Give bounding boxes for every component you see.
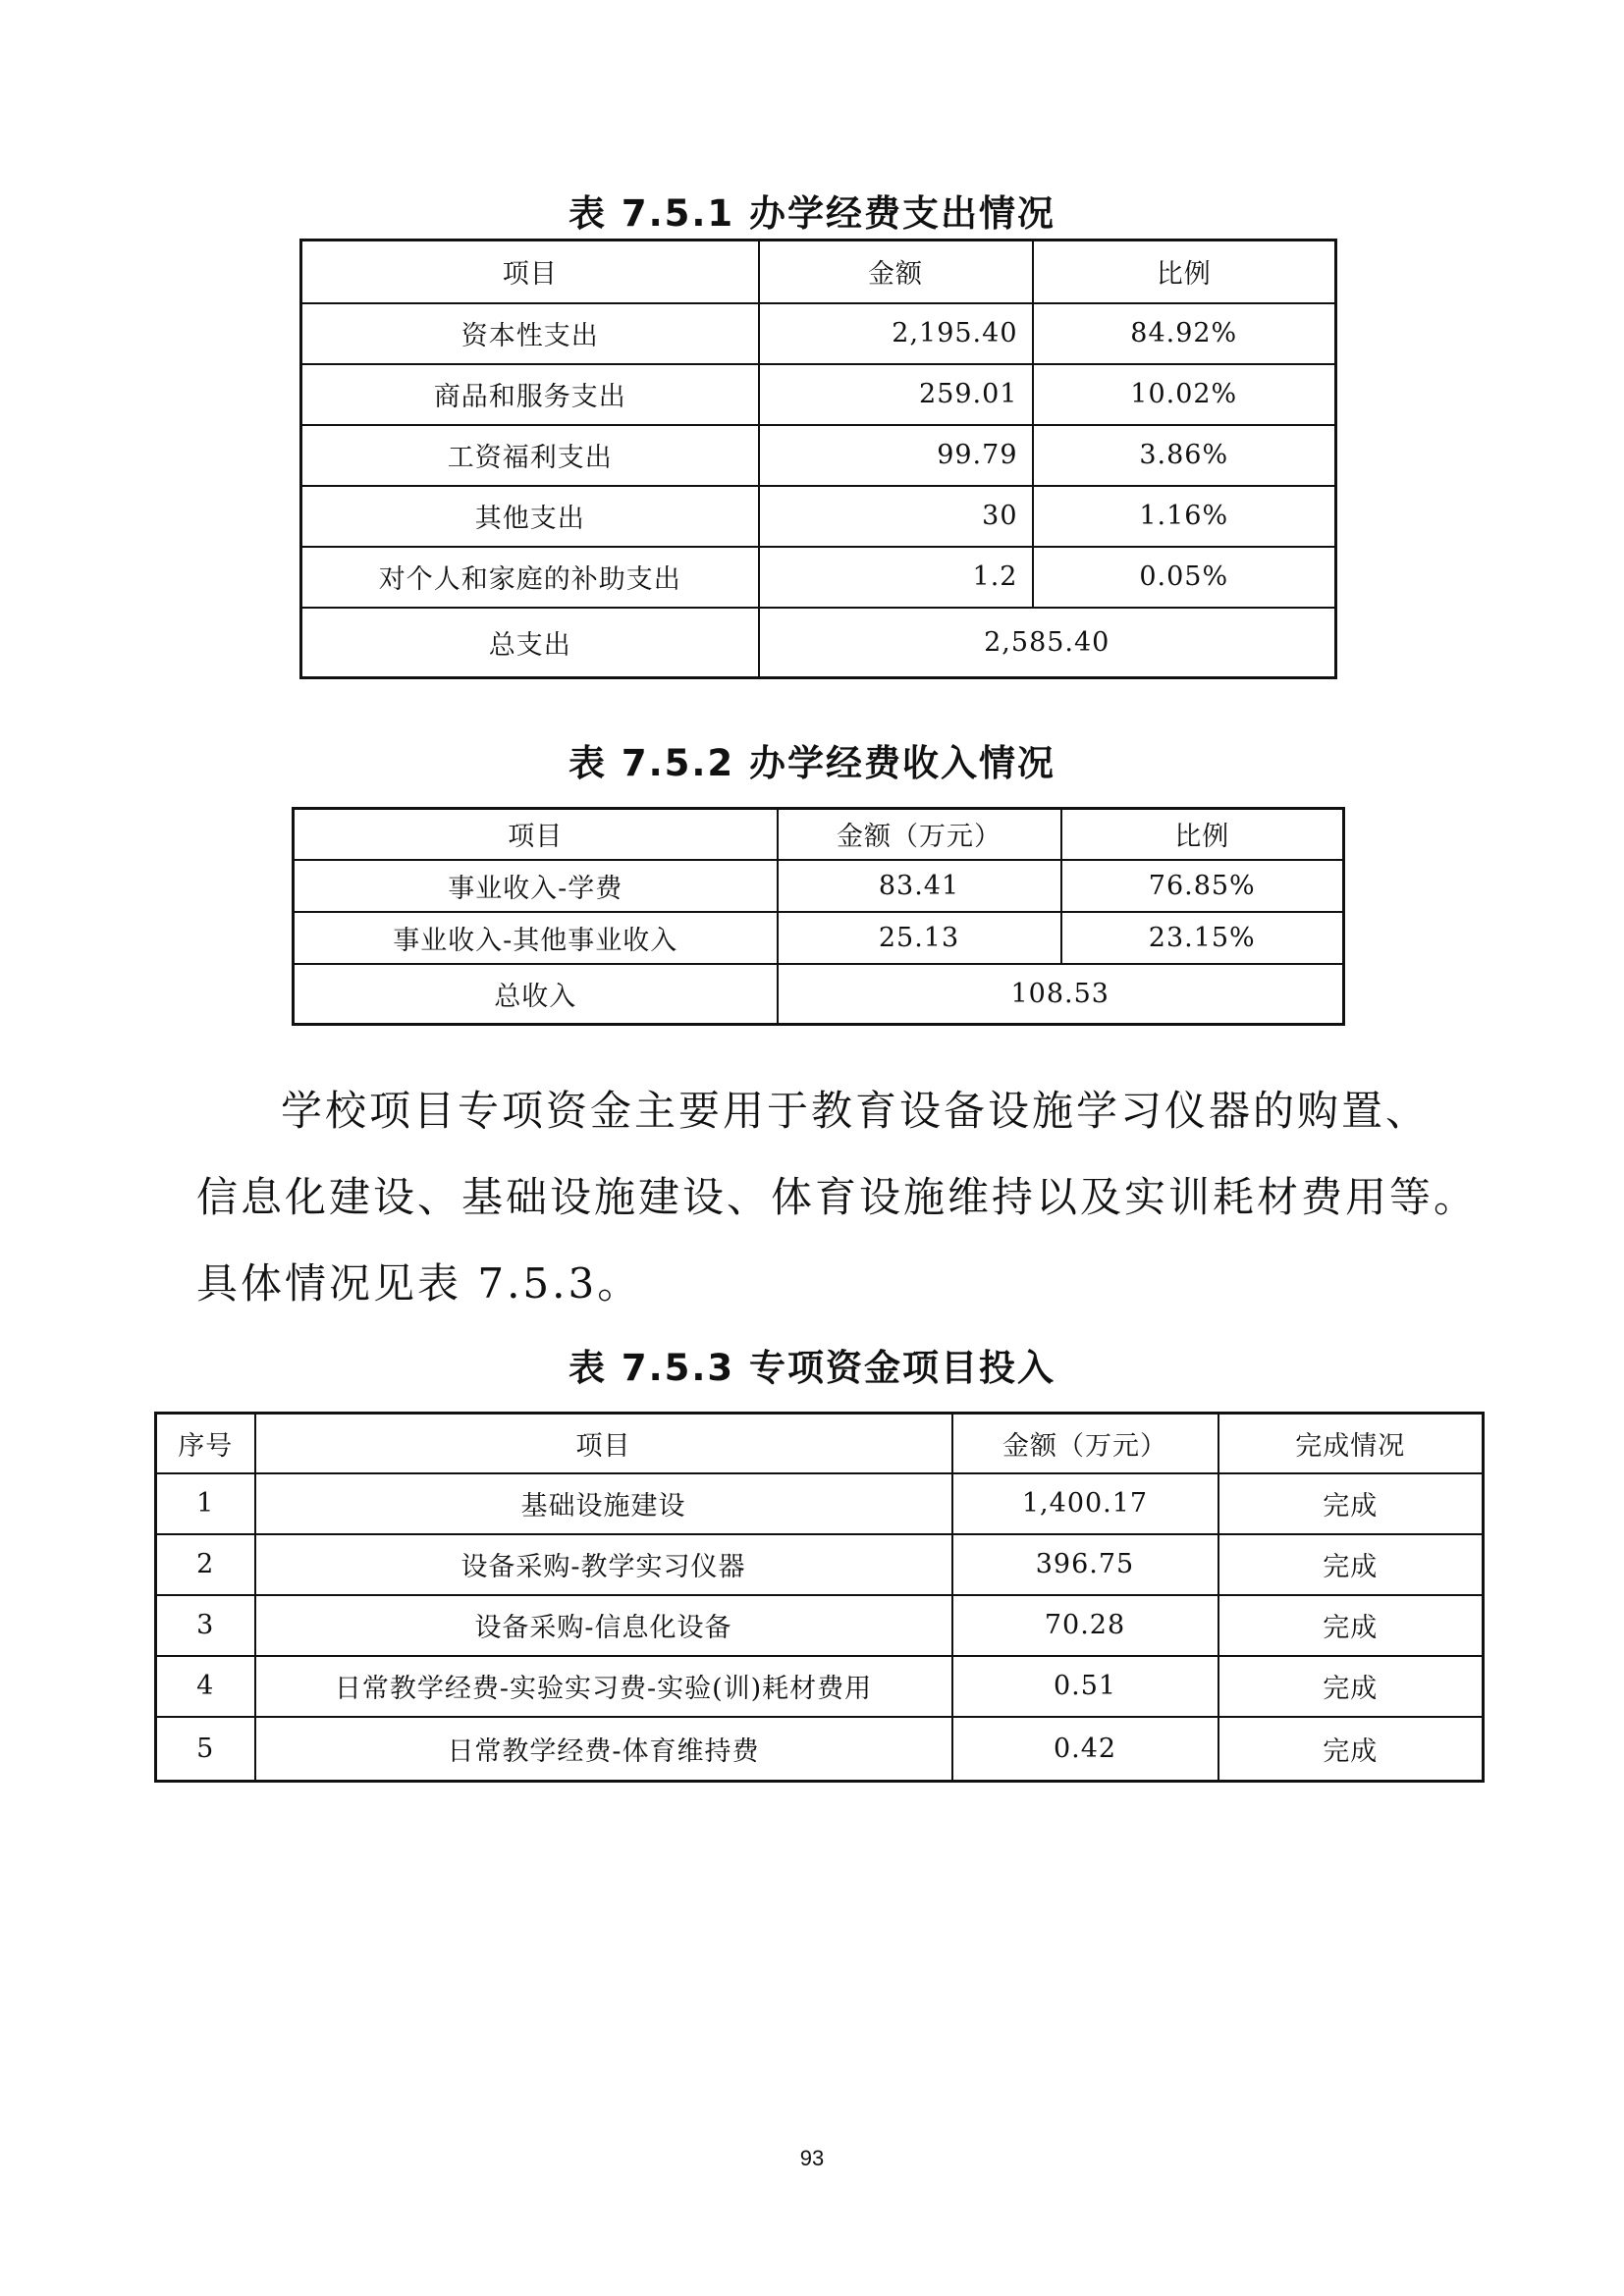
table-cell-ratio: 84.92%: [1033, 303, 1336, 364]
table-cell-amount: 1,400.17: [952, 1473, 1218, 1534]
table-row: [301, 425, 1336, 486]
table-row: [301, 364, 1336, 425]
table2-total-label: 总收入: [294, 964, 778, 1025]
table2-caption: 表 7.5.2 办学经费收入情况: [568, 742, 1056, 784]
table3: [154, 1412, 1485, 1783]
table-cell-item: 商品和服务支出: [301, 364, 759, 425]
table3-header-item: 项目: [255, 1414, 952, 1473]
table-cell-amount: 0.51: [952, 1656, 1218, 1717]
table2-header-row: [294, 809, 1344, 860]
table-cell-item: 设备采购-教学实习仪器: [255, 1534, 952, 1595]
table2-header-amount: 金额（万元）: [778, 809, 1061, 860]
table-cell-status: 完成: [1218, 1595, 1484, 1656]
table-cell-amount: 99.79: [759, 425, 1033, 486]
table2: [292, 807, 1345, 1026]
table-cell-amount: 396.75: [952, 1534, 1218, 1595]
table3-header-row: [156, 1414, 1484, 1473]
table-cell-item: 日常教学经费-体育维持费: [255, 1717, 952, 1782]
table-cell-item: 其他支出: [301, 486, 759, 547]
table-row: [156, 1717, 1484, 1782]
table-cell-amount: 30: [759, 486, 1033, 547]
table-cell-index: 2: [156, 1534, 255, 1595]
table-cell-status: 完成: [1218, 1534, 1484, 1595]
table2-header-item: 项目: [294, 809, 778, 860]
table-cell-item: 对个人和家庭的补助支出: [301, 547, 759, 608]
table-cell-index: 5: [156, 1717, 255, 1782]
table-row: [156, 1656, 1484, 1717]
table-cell-amount: 1.2: [759, 547, 1033, 608]
table-row: [301, 486, 1336, 547]
table-cell-ratio: 10.02%: [1033, 364, 1336, 425]
table-cell-ratio: 0.05%: [1033, 547, 1336, 608]
table3-header-amount: 金额（万元）: [952, 1414, 1218, 1473]
table-cell-status: 完成: [1218, 1473, 1484, 1534]
table3-header-index: 序号: [156, 1414, 255, 1473]
table-row: [156, 1534, 1484, 1595]
table-cell-item: 日常教学经费-实验实习费-实验(训)耗材费用: [255, 1656, 952, 1717]
table-cell-item: 工资福利支出: [301, 425, 759, 486]
table2-total-row: [294, 964, 1344, 1025]
table2-header-ratio: 比例: [1061, 809, 1344, 860]
table-row: [156, 1473, 1484, 1534]
table-cell-amount: 0.42: [952, 1717, 1218, 1782]
table-cell-amount: 25.13: [778, 912, 1061, 964]
body-paragraph: [196, 1068, 1479, 1327]
table-cell-index: 1: [156, 1473, 255, 1534]
table-cell-ratio: 1.16%: [1033, 486, 1336, 547]
paragraph-line: 具体情况见表 7.5.3。: [196, 1259, 642, 1308]
table-cell-index: 4: [156, 1656, 255, 1717]
table-cell-item: 资本性支出: [301, 303, 759, 364]
table-cell-amount: 70.28: [952, 1595, 1218, 1656]
table2-total-value: 108.53: [778, 964, 1344, 1025]
table-row: [301, 303, 1336, 364]
table1-header-amount: 金额: [759, 240, 1033, 303]
table1-total-value: 2,585.40: [759, 608, 1336, 678]
table1-total-label: 总支出: [301, 608, 759, 678]
table-row: [294, 912, 1344, 964]
table1-header-row: [301, 240, 1336, 303]
table-cell-status: 完成: [1218, 1656, 1484, 1717]
table-row: [301, 547, 1336, 608]
table1-header-item: 项目: [301, 240, 759, 303]
table1-header-ratio: 比例: [1033, 240, 1336, 303]
table3-header-status: 完成情况: [1218, 1414, 1484, 1473]
table1-caption: 表 7.5.1 办学经费支出情况: [568, 192, 1056, 235]
table-cell-amount: 83.41: [778, 860, 1061, 912]
table-cell-ratio: 76.85%: [1061, 860, 1344, 912]
table-cell-item: 基础设施建设: [255, 1473, 952, 1534]
table-cell-item: 设备采购-信息化设备: [255, 1595, 952, 1656]
table-cell-amount: 259.01: [759, 364, 1033, 425]
table-row: [156, 1595, 1484, 1656]
table1-total-row: [301, 608, 1336, 678]
table-cell-amount: 2,195.40: [759, 303, 1033, 364]
table-row: [294, 860, 1344, 912]
paragraph-line: 信息化建设、基础设施建设、体育设施维持以及实训耗材费用等。: [196, 1173, 1479, 1221]
table-cell-ratio: 3.86%: [1033, 425, 1336, 486]
paragraph-line: 学校项目专项资金主要用于教育设备设施学习仪器的购置、: [281, 1087, 1431, 1135]
table-cell-item: 事业收入-其他事业收入: [294, 912, 778, 964]
table3-caption: 表 7.5.3 专项资金项目投入: [568, 1347, 1056, 1389]
table-cell-item: 事业收入-学费: [294, 860, 778, 912]
table-cell-status: 完成: [1218, 1717, 1484, 1782]
table1: [299, 239, 1337, 679]
page-number: 93: [799, 2146, 825, 2170]
table-cell-ratio: 23.15%: [1061, 912, 1344, 964]
table-cell-index: 3: [156, 1595, 255, 1656]
